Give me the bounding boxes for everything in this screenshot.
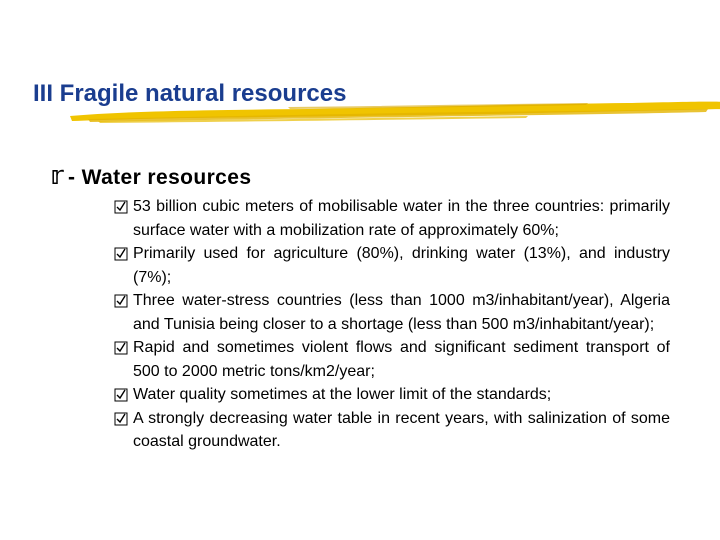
title-underline-brush [68,98,720,132]
checkbox-icon [114,294,128,308]
water-resources-label: - Water resources [68,166,252,189]
list-item [114,195,670,242]
checkbox-icon [114,247,128,261]
water-resources-heading [46,160,251,191]
list-item [114,242,670,289]
list-item-text: 53 billion cubic meters of mobilisable water in the three countries: primarily surface water with a mobilization rate of approximately 60%; [133,198,670,239]
list-item-text: Rapid and sometimes violent flows and significant sediment transport of 500 to 2000 metric tons/km2/year; [133,339,670,380]
water-facts-list [114,195,670,454]
list-item [114,289,670,336]
checkbox-icon [114,341,128,355]
z-bullet-icon: 𝕣 [50,160,64,190]
checkbox-icon [114,200,128,214]
list-item-text: Three water-stress countries (less than 1000 m3/inhabitant/year), Algeria and Tunisia being closer to a shortage (less than 500 m3/inhabitant/year); [133,292,670,333]
list-item [114,383,670,407]
list-item-text: Water quality sometimes at the lower limit of the standards; [133,386,552,403]
list-item-text: Primarily used for agriculture (80%), drinking water (13%), and industry (7%); [133,245,670,286]
checkbox-icon [114,388,128,402]
checkbox-icon [114,412,128,426]
list-item [114,407,670,454]
list-item [114,336,670,383]
slide-title: III Fragile natural resources [33,80,347,107]
list-item-text: A strongly decreasing water table in recent years, with salinization of some coastal groundwater. [133,409,670,450]
